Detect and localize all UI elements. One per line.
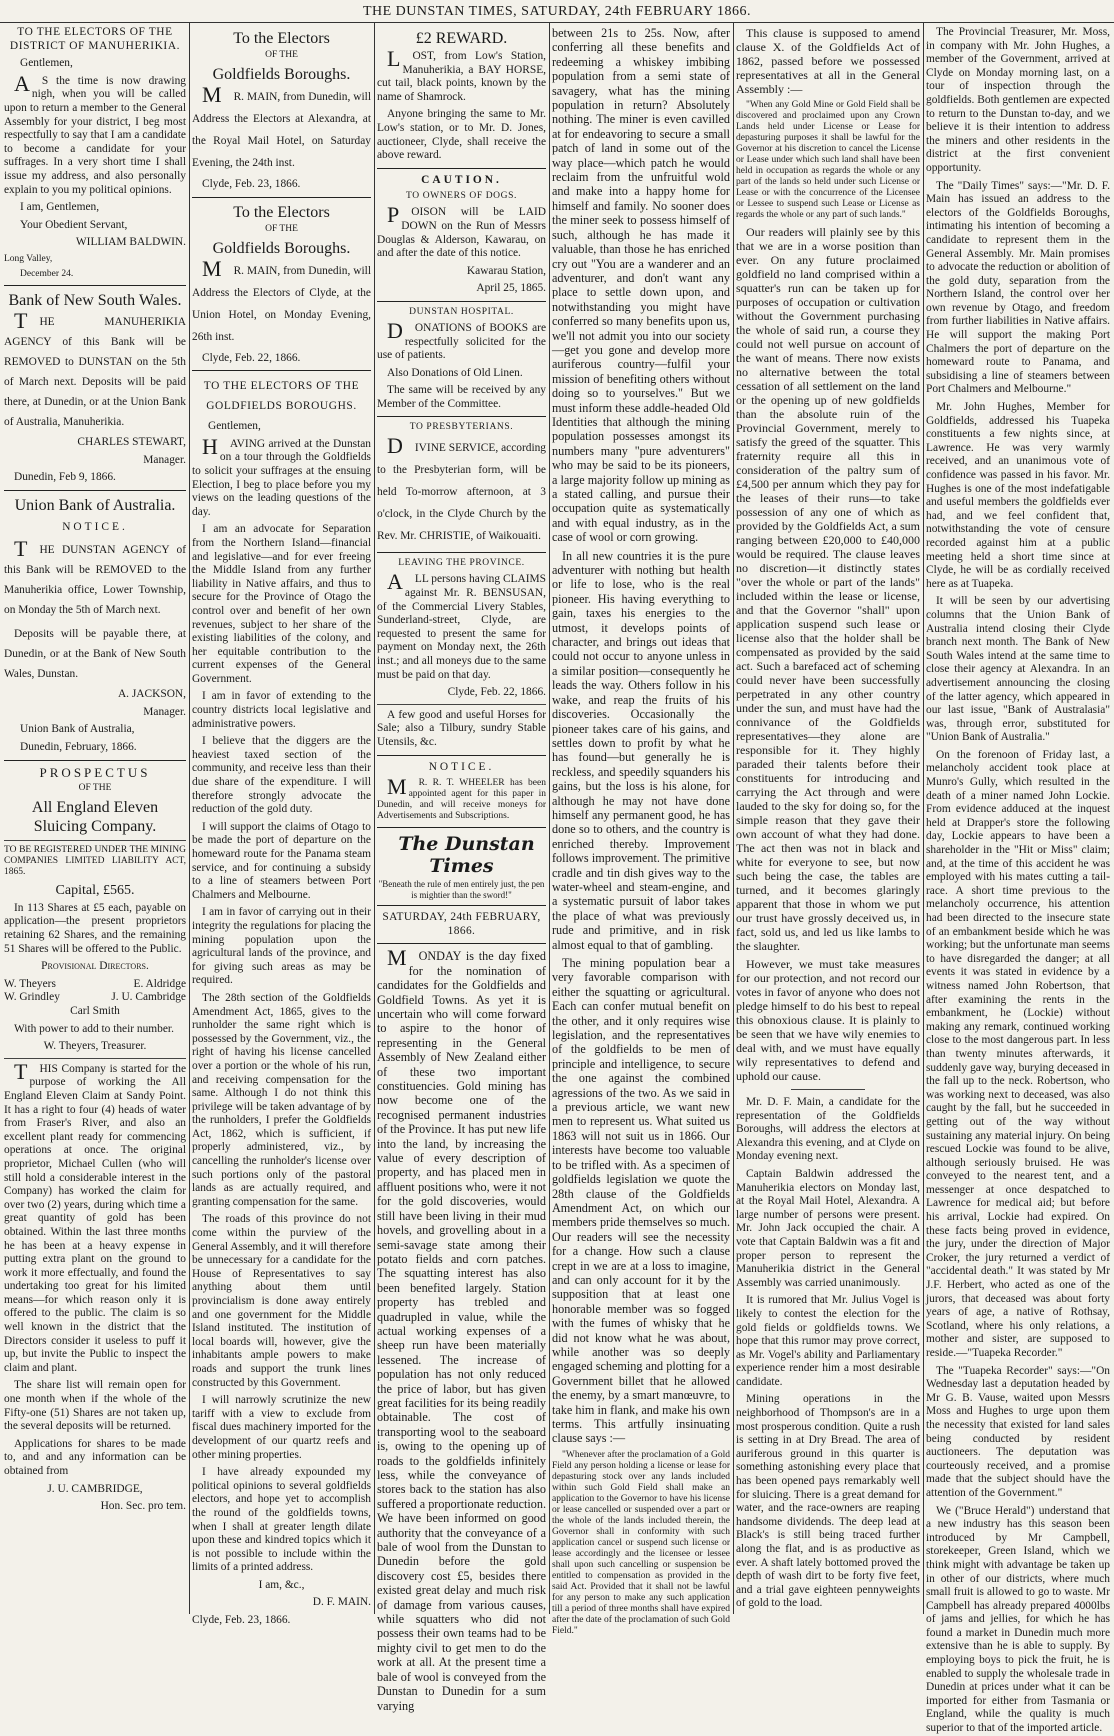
baldwin-servant: Your Obedient Servant, — [20, 218, 128, 231]
divine-service: DIVINE SERVICE, according to the Presbyterian form, will be held To-morrow afternoon, at 3 o'clock, in the Clyde Church by the Rev. Mr. CHRISTIE, of Waikouaiti. — [377, 433, 546, 543]
editorial-text: The mining population bear a very favorable comparison with either the squatting or agricultural. Each can confer mutual benefit on the other, and it only requires wise legislation, and the representatives of the goldfields to be men of principle and intelligence, to secure the one against the combined agressions of the two. As we said in a previous article, we want new men to represent us. What suited us 1863 will not suit us in 1866. Our interests have become too valuable to be trifled with. As a specimen of goldfields legislation we quote the 28th clause of the Goldfields Amendment Act, on which our members pride themselves so much. Our readers will see the necessity for a change. How such a clause crept in we are at a loss to imagine, and can only account for it by the supposition that at least one honorable member was so fogged with the fumes of whisky that he did not know what he was about, while another was so deeply engaged scheming and plotting for a Government billet that he allowed the enemy, by a smart manœuvre, to take him in flank, and make his own terms. This artfully insinuating clause says :— — [552, 956, 730, 1446]
capital-heading: Capital, £565. — [55, 883, 135, 899]
address-para: I have already expounded my political opinions to several goldfields electors, and hope yet to accomplish the round of the goldfields towns, when I shall at greater length dilate upon these and kindred topics which it is not possible to include within the limits of a printed address. — [192, 1466, 371, 1574]
boroughs-heading: Goldfields Boroughs. — [212, 66, 351, 83]
share-list-note: The share list will remain open for one month when if the whole of the Fifty-one (51) Shares are not taken up, the several deposits will be returned. — [4, 1379, 186, 1433]
wheeler-notice: MR. R. T. WHEELER has been appointed agent for this paper in Dunedin, and will receive moneys for Advertisements and Subscriptions. — [377, 774, 546, 822]
presbyterians-heading: TO PRESBYTERIANS. — [409, 422, 514, 433]
directors-row — [4, 991, 186, 1005]
ad-separator — [192, 370, 371, 371]
union-signer: A. JACKSON, — [117, 688, 186, 701]
union-bank-heading: Union Bank of Australia. — [14, 496, 176, 514]
address-para: I will support the claims of Otago to be made the port of departure on the homeward route for the Panama steam service, and for continuing a subsidy to a line of steamers between Port Chalmers and Melbourne. — [192, 820, 371, 901]
prospectus-heading: PROSPECTUS — [39, 764, 151, 780]
bank-nsw-date: Dunedin, Feb 9, 1866. — [14, 471, 116, 484]
donations-notice: DONATIONS of BOOKS are respectfully solicited for the use of patients. — [377, 317, 546, 362]
address-para: The roads of this province do not come within the purview of the General Assembly, and it will therefore be unnecessary for a candidate for the House of Representatives to say anything about them until provincialism is done away entirely and one government for the Middle Island instituted. The institution of local boards will, however, give the inhabitants ample powers to make roads and support the trunk lines constructed by this Government. — [192, 1213, 371, 1389]
company-name: All England Eleven Sluicing Company. — [31, 799, 159, 836]
news-item: The "Daily Times" says:—"Mr. D. F. Main has issued an address to the electors of the Goldfields Boroughs, intimating his intention of becoming a candidate to represent them in the General Assembly. Mr. Main promises to advocate the reduction or abolition of the gold duty, separation from the Northern Island, the control over her own revenue by Otago, and freedom from further liabilities in Native affairs. He will support the making Port Chalmers the port of departure on the homeward route to Panama, and subsidising a line of steamers between Port Chalmers and Melbourne." — [926, 179, 1110, 396]
column-2 — [192, 26, 371, 1627]
address-heading: TO THE ELECTORS OF THE GOLDFIELDS BOROUGHS. — [203, 380, 360, 413]
address-para: I am in favor of carrying out in their integrity the regulations for placing the mining population upon the agricultural lands of the province, and for giving such areas as may be required. — [192, 906, 371, 987]
directors-heading: Provisional Directors. — [41, 960, 149, 973]
newspaper-motto: "Beneath the rule of men entirely just, the pen is mightier than the sword!" — [378, 879, 545, 900]
news-item: The "Tuapeka Recorder" says:—"On Wednesday last a deputation headed by Mr G. B. Vause, waited upon Messrs Moss and Hughes to urge upon them the necessity that existed for land sales being conducted by resident auctioneers. The deputation was courteously received, and a promise made that the subject should have the attention of the Government." — [926, 1364, 1110, 1499]
directors-power: With power to add to their number. — [14, 1022, 174, 1035]
bank-nsw-signer: CHARLES STEWART, — [77, 435, 186, 448]
director-name: Carl Smith — [70, 1005, 120, 1017]
prospectus-of-the: OF THE — [78, 783, 112, 794]
rule — [377, 704, 546, 705]
notice-heading: NOTICE. — [428, 760, 495, 773]
poison-notice: POISON will be LAID DOWN on the Run of Messrs Douglas & Alderson, Kawarau, on and after the date of this notice. — [377, 202, 546, 260]
address-date: Clyde, Feb. 23, 1866. — [192, 1614, 291, 1627]
hospital-heading: DUNSTAN HOSPITAL. — [409, 306, 514, 317]
baldwin-closing: I am, Gentlemen, — [20, 201, 100, 214]
union-notice-heading: NOTICE. — [62, 520, 128, 533]
directors-row — [4, 978, 186, 992]
linen-notice-2: The same will be received by any Member of the Committee. — [377, 384, 546, 410]
address-para: HAVING arrived at the Dunstan on a tour through the Goldfields to solicit your suffrages at the ensuing Election, I beg to place before you my views on the leading questions of the day. — [192, 433, 371, 518]
ad-separator — [377, 827, 546, 828]
news-item: It is rumored that Mr. Julius Vogel is likely to contest the election for the gold fields or goldfields towns. We hope that this rumor may prove correct, as Mr. Vogel's ability and Parliamentary experience render him a most desirable candidate. — [736, 1294, 920, 1388]
edition-dateline: SATURDAY, 24th FEBRUARY, 1866. — [382, 911, 541, 937]
bank-nsw-role: Manager. — [143, 453, 186, 466]
editorial-text: MONDAY is the day fixed for the nomination of candidates for the Goldfields and Goldfield Towns. As yet it is uncertain who will come forward to aspire to the honor of representing in the General Assembly of New Zealand either of these two important constituencies. Gold mining has now become one of the recognised permanent industries of the Province. It has put new life into the land, by increasing the value of every description of property, and has placed men in affluent positions who, were it not for the gold discoveries, would still have been living in their mud hovels, and grovelling about in a semi-savage state among their potato fields and corn patches. The squatting interest has also been benefited largely. Station property has trebled and quadrupled in value, while the actual working expenses of a sheep run have been materially lessened. The increase of population has not only reduced the price of labor, but has given great facilities for its being readily obtainable. The cost of transporting wool to the seaboard is, owing to the opening up of roads to the goldfields infinitely less, while the conveyance of stores back to the station has also suffered a proportionate reduction. We have been informed on good authority that the conveyance of a bale of wool from the Dunstan to Dunedin before the gold discovery cost £5, besides there existed great delay and much risk of damage from various causes, while squatters who did not possess their own teams had to be mighty civil to get men to do the work at all. At the present time a bale of wool is conveyed from the Dunstan to Dunedin for a sum varying — [377, 945, 546, 1713]
clause-x-quote: "When any Gold Mine or Gold Field shall be discovered and proclaimed upon any Crown Lands held under License or Lease for depasturing purposes it shall be lawful for the Governor at his discretion to cancel the License or Lease under which such land shall have been held in occupation as regards the whole or any part of the lands so held under such License or Lease or with the concurrence of the Licensee or Lessee to suspend such Lease or License as regards the whole or any part of such lands." — [736, 100, 920, 220]
dogs-heading: TO OWNERS OF DOGS. — [406, 191, 517, 202]
union-place: Union Bank of Australia, — [20, 723, 135, 736]
main-clyde-date: Clyde, Feb. 22, 1866. — [202, 351, 301, 364]
reward-body-2: Anyone bringing the same to Mr. Low's station, or to Mr. D. Jones, auctioneer, Clyde, shall receive the above reward. — [377, 108, 546, 162]
editorial-text: However, we must take measures for our protection, and not record our votes in favor of anyone who does not pledge himself to do his best to repeal this obnoxious clause. It is plainly to be seen that we have wily enemies to deal with, and we must have equally wily representatives to defend and uphold our cause. — [736, 957, 920, 1083]
column-rule — [733, 22, 734, 1614]
address-salutation: Gentlemen, — [208, 420, 261, 433]
director-name: E. Aldridge — [133, 977, 186, 990]
electors-of-the: OF THE — [265, 223, 298, 234]
column-1 — [4, 26, 186, 1614]
column-5 — [736, 26, 920, 1614]
horses-notice: A few good and useful Horses for Sale; also a Tilbury, sundry Stable Utensils, &c. — [377, 708, 546, 748]
address-signer: D. F. MAIN. — [312, 1596, 371, 1609]
editorial-text: In all new countries it is the pure adventurer with nothing but health or life to lose, who is the real pioneer. His having everything to gain, taxes his energies to the utmost, it develops points of character, and brings out ideas that could not occur to anyone unless in a similar position—consequently he leads the way. Others follow in his wake, and reap the fruits of his discoveries. Occasionally the pioneer takes care of his gains, and settles down to profit by what he has found—but generally he is reckless, and speedily squanders his gains, but the loss is his alone, for although he may not have done himself any permanent good, he has done so to others, and the country is enriched thereby. Improvement follows improvement. The primitive cradle and tin dish gives way to the water-wheel and steam-engine, and a systematic pursuit of labor takes the place of what was previously rude and primitive, and in risk almost equal to that of gambling. — [552, 548, 730, 952]
ad-separator — [4, 490, 186, 491]
main-alexandra-ad: MR. MAIN, from Dunedin, will Address the Electors at Alexandra, at the Royal Mail Hotel, on Saturday Evening, the 24th inst. — [192, 82, 371, 169]
news-item: Mr. D. F. Main, a candidate for the representation of the Goldfields Boroughs, will address the electors at Alexandra this evening, and at Clyde on Monday evening next. — [736, 1096, 920, 1163]
editorial-text: Our readers will plainly see by this that we are in a worse position than ever. On any future proclaimed goldfield no land comprised within a squatter's run can be taken up for purposes of occupation or cultivation without the Government purchasing the whole of said run, a course they could not well pursue on account of the want of means. There now exists no alternative between the total cessation of all settlement on the land or the opening up of new goldfields than the absolute ruin of the Provincial Government, merely to satisfy the greed of the squatter. This fraternity require all this in consideration of the paltry sum of £4,500 per annum which they pay for the leases of their runs—to take possession of any one of which as provided by the Goldfields Act, a sum ranging between £20,000 to £40,000 would be required. The clause leaves no discretion—it distinctly states "over the whole or part of the lands" included within the lease or license, and that the Governor "shall" upon application suspend such lease or license also that the holder shall be compensated as provided by the said act. Such a barefaced act of scheming could never have been successfully perpetrated in any other country under the sun, and must have had the connivance of the Goldfields representatives—they alone are responsible for it. They highly paraded their talents before their constituents for introducing and carrying the Act through and were lauded to the sky for doing so, for the simple reason that they gave their own account of what they had done. The act then was not in black and white for everyone to see, but now such being the case, the tables are turned, and it becomes glaringly apparent that those in whom we put our trust have grossly deceived us, in fact, sold us, and led us like lambs to the slaughter. — [736, 225, 920, 953]
ad-separator — [377, 552, 546, 553]
kawarau-date: April 25, 1865. — [476, 282, 546, 295]
director-name: W. Grindley — [4, 991, 60, 1004]
baldwin-ad-heading: TO THE ELECTORS OF THE DISTRICT OF MANUHERIKIA. — [9, 26, 181, 52]
baldwin-date: December 24. — [20, 268, 74, 279]
company-body: THIS Company is started for the purpose of working the All England Eleven Claim at Sandy Point. It has a right to four (4) heads of water from Fraser's River, and also an excellent plant ready for commencing operations at once. The original proprietor, Michael Cullen (who will still hold a considerable interest in the Company) has worked the claim for over two (2) years, during which time a great quantity of gold has been obtained. Within the last three months he has been at a heavy expense in putting extra plant on the ground to work it more effectually, and found the undertaking too great for his limited means—for which reason only it is offered to the public. The claim is so well known in the district that the Directors consider it useless to puff it up, but invite the Public to inspect the claim and plant. — [4, 1058, 186, 1374]
rule — [4, 840, 186, 841]
address-closing: I am, &c., — [258, 1578, 305, 1591]
baldwin-ad-body: AS the time is now drawing nigh, when you will be called upon to return a member to the General Assembly for your district, I beg most respectfully to say that I am a candidate to become a candidate for your suffrages. In a very short time I shall issue my address, and also personally explain to you my political opinions. — [4, 70, 186, 196]
electors-heading: To the Electors — [233, 30, 330, 47]
claims-notice: ALL persons having CLAIMS against Mr. R. BENSUSAN, of the Commercial Livery Stables, Sunderland-street, Clyde, are requested to present the same for payment on Monday next, the 26th inst.; and all moneys due to the same must be paid on that day. — [377, 569, 546, 681]
baldwin-salutation: Gentlemen, — [20, 57, 73, 70]
column-6 — [926, 26, 1110, 1735]
ad-separator — [377, 905, 546, 906]
secretary-title: Hon. Sec. pro tem. — [100, 1500, 186, 1513]
union-date: Dunedin, February, 1866. — [20, 741, 137, 754]
ad-separator — [4, 760, 186, 761]
ad-separator — [377, 301, 546, 302]
bank-nsw-heading: Bank of New South Wales. — [8, 291, 182, 309]
column-rule — [923, 22, 924, 1614]
news-item: It will be seen by our advertising columns that the Union Bank of Australia intend closing their Clyde branch next month. The Bank of New South Wales intend at the same time to close their agency at Alexandra. In an advertisement announcing the closing of the latter agency, which appeared in our last issue, "Bank of Australasia" was, through error, substituted for "Union Bank of Australia." — [926, 595, 1110, 744]
director-name: J. U. Cambridge — [111, 991, 186, 1004]
main-alexandra-date: Clyde, Feb. 23, 1866. — [202, 178, 301, 190]
electors-heading: To the Electors — [233, 203, 330, 221]
union-body: THE DUNSTAN AGENCY of this Bank will be REMOVED to the Manuherikia office, Lower Township, on Monday the 5th of March next. — [4, 536, 186, 617]
column-4 — [552, 26, 730, 1636]
news-item: Captain Baldwin addressed the Manuherikia electors on Monday last, at the Royal Mail Hotel, Alexandra. A large number of persons were present. Mr. John Jack occupied the chair. A vote that Captain Baldwin was a fit and proper person to represent the Manuherikia district in the General Assembly was carried unanimously. — [736, 1167, 920, 1289]
editorial-text: between 21s to 25s. Now, after conferring all these benefits and redeeming a whiskey imbibing population from a semi state of savagery, what has the mining population in return? Absolutely nothing. The miner is even cavilled at for endeavoring to secure a small patch of land in some out of the way place—which patch he would reclaim from the unfruitful wold and make into a happy home for himself and family. No sooner does the miner seek to possess himself of such, although he has made it valuable, than those he has enriched cry out "You are a wanderer and an adventurer, and don't want any place to settle down upon, and notwithstanding you might have conferred so many benefits upon us, we'll not admit you into our society—get you gone and develop more auriferous country—fulfil your mission of benefiting others without doing so to yourselves." But we must inform these addle-headed Old Identities that although the mining population possesses amongst its numbers many "pure adventurers" who may be said to be its pioneers, a large majority follow up mining as a stated calling, and pursue their occupation quite as systematically and with equal industry, as in the case of wool or corn growing. — [552, 26, 730, 545]
treasurer-line: W. Theyers, Treasurer. — [43, 1040, 147, 1053]
clause-quote: "Whenever after the proclamation of a Gold Field any person holding a license or lease for depasturing stock over any lands included within such Gold Field shall make an application to the Governor to have his license or lease cancelled or suspended over a part or the whole of the lands included therein, the Governor shall in conformity with such application cancel or suspend such license or lease accordingly and the licensee or lessee shall upon such cancelling or suspension be entitled to compensation as provided in the said Act. Provided that it shall not be lawful for any person to make any such application till a period of three months shall have expired after the date of the proclamation of such Gold Field." — [552, 1449, 730, 1636]
column-rule — [374, 22, 375, 1614]
ad-separator — [192, 197, 371, 198]
ad-separator — [377, 755, 546, 756]
ad-separator — [377, 168, 546, 169]
director-name: W. Theyers — [4, 977, 56, 990]
address-para: I am in favor of extending to the country districts local legislative and administrative powers. — [192, 690, 371, 730]
claims-date: Clyde, Feb. 22, 1866. — [447, 686, 546, 699]
main-clyde-ad: MR. MAIN, from Dunedin, will Address the Electors of Clyde, at the Union Hotel, on Monday Evening, 26th inst. — [192, 255, 371, 343]
leaving-heading: LEAVING THE PROVINCE. — [398, 558, 525, 569]
union-role: Manager. — [143, 705, 186, 718]
reward-heading: £2 REWARD. — [415, 30, 508, 47]
caution-heading: CAUTION. — [421, 173, 502, 186]
baldwin-signer: WILLIAM BALDWIN. — [75, 236, 186, 249]
news-item: The Provincial Treasurer, Mr. Moss, in company with Mr. John Hughes, a member of the Government, arrived at Clyde on Monday morning last, on a tour of inspection through the goldfields. Both gentlemen are expected to return to the Dunstan to-day, and we believe it is their intention to address the miners and other residents in the district at the first convenient opportunity. — [926, 26, 1110, 174]
masthead-rule — [0, 22, 1114, 23]
boroughs-heading: Goldfields Boroughs. — [212, 239, 351, 257]
rule — [4, 1058, 186, 1059]
masthead: THE DUNSTAN TIMES, SATURDAY, 24th FEBRUARY 1866. — [362, 4, 752, 19]
registered-note: TO BE REGISTERED UNDER THE MINING COMPANIES LIMITED LIABILITY ACT, 1865. — [4, 845, 186, 878]
address-para: The 28th section of the Goldfields Amendment Act, 1865, gives to the runholder the same right which is possessed by the Government, viz., the right of having his license cancelled over a portion or the whole of his run, and receiving compensation for the same. Although I do not think this privilege will be taken advantage of by the runholders, I prefer the Goldfields Act, 1862, which is sufficient, if properly administered, viz., by cancelling the runholder's license over such portions only of the pastoral lands as are actually required, and granting compensation for the same. — [192, 991, 371, 1208]
column-rule — [189, 22, 190, 1614]
capital-body: In 113 Shares at £5 each, payable on application—the present proprietors retaining 62 Shares, and the remaining 51 Shares will be offered to the Public. — [4, 901, 186, 955]
applications-note: Applications for shares to be made to, and and any information can be obtained from — [4, 1437, 186, 1477]
baldwin-place: Long Valley, — [4, 253, 53, 264]
news-item: On the forenoon of Friday last, a melancholy accident took place at Munro's Gully, which resulted in the death of a miner named John Lockie. From evidence adduced at the inquest held at Drapper's store the following day, Lockie appears to have been a shareholder in the "Hit or Miss" claim; and, at the time of this accident he was employed with his mates cutting a tail-race. A short time previous to the melancholy occurrence, his attention had been directed to the insecure state of an embankment beside which he was working; but the unfortunate man seems to have disregarded the danger; at all events it was stated in evidence by a witness named John Robertson, that after examining the rents in the embankment, he (Lockie) without making any remark, continued working close to the most dangerous part. In less than twenty minutes afterwards, it suddenly gave way, burying deceased in the fall up to the neck. Robertson, who was working next to deceased, was also caught by the fall, but he succeeded in getting out of the way without sustaining any material injury. On being rescued Lockie was found to be alive, although seriously bruised. He was conveyed to the nearest tent, and a messenger at once despatched to Lawrence for medical aid; but before his arrival, Lockie had expired. On these facts being proved in evidence, the jury, under the direction of Major Croker, the jury returned a verdict of "accidental death." It was stated by Mr J.F. Herbert, who acted as one of the jurors, that deceased was about forty years of age, a native of Rothsay, Scotland, where his only relations, a mother and sister, are supposed to reside.—"Tuapeka Recorder." — [926, 748, 1110, 1359]
address-para: I believe that the diggers are the heaviest taxed section of the community, and receive less than their due share of the expenditure. I will therefore strongly advocate the reduction of the gold duty. — [192, 735, 371, 816]
electors-of-the: OF THE — [265, 50, 298, 60]
bank-nsw-body: THE MANUHERIKIA AGENCY of this Bank will be REMOVED to DUNSTAN on the 5th of March next. Deposits will be paid there, at Dunedin, or at the Union Bank of Australia, Manuherikia. — [4, 307, 186, 428]
address-para: I will narrowly scrutinize the new tariff with a view to exclude from fiscal dues machinery imported for the development of our quartz reefs and other mining properties. — [192, 1394, 371, 1461]
linen-notice: Also Donations of Old Linen. — [387, 366, 523, 379]
reward-body: LOST, from Low's Station, Manuherikia, a BAY HORSE, cut tail, black points, known by the name of Shamrock. — [377, 46, 546, 103]
newspaper-flag: The Dunstan Times — [398, 833, 535, 878]
ad-separator — [377, 416, 546, 417]
kawarau-station: Kawarau Station, — [466, 264, 546, 277]
ad-separator — [377, 943, 546, 944]
news-item: We ("Bruce Herald") understand that a new industry has this season been introduced by Mr Campbell, storekeeper, Green Island, which we think might with advantage be taken up in other of our districts, where much small fruit is allowed to go to waste. Mr Campbell has already prepared 4000lbs of jams and jellies, for which he has found a market in Dunedin much more extensive than he is able to supply. By employing boys to pick the fruit, he is enabled to supply the wholesale trade in Dunedin at prices under what it can be imported for either from Tasmania or England, while the quality is much superior to that of the imported article. — [926, 1504, 1110, 1735]
ad-separator — [4, 285, 186, 286]
news-item: Mr. John Hughes, Member for Goldfields, addressed his Tuapeka constituents a few nights since, at Lawrence. He was very warmly received, and an unanimous vote of confidence was passed in his favor. Mr. Hughes is one of the most indefatigable and useful members the goldfields ever had, and we feel confident that, notwithstanding the vote of censure recorded against him at a public meeting held a short time since at Clyde, he will be as cordially received here as at Tuapeka. — [926, 401, 1110, 590]
column-3 — [377, 26, 546, 1713]
union-body-2: Deposits will be payable there, at Dunedin, or at the Bank of New South Wales, Dunstan. — [4, 628, 186, 681]
secretary-name: J. U. CAMBRIDGE, — [47, 1482, 143, 1495]
rule — [791, 1089, 865, 1090]
news-item: Mining operations in the neighborhood of Thompson's are in a most prosperous condition. Quite a rush is setting in at Dry Bread. The area of auriferous ground in this quarter is something astonishing every place that has been opened pays remarkably well for sluicing. There is a great demand for water, and the race-owners are reaping handsome dividends. The deep lead at Black's is still being traced further along the flat, and is as productive as ever. A shaft lately bottomed proved the depth of wash dirt to be forty five feet, and a trial gave eighteen pennyweights of gold to the load. — [736, 1393, 920, 1610]
editorial-text: This clause is supposed to amend clause X. of the Goldfields Act of 1862, passed before we possessed representatives at all in the General Assembly :— — [736, 26, 920, 96]
column-rule — [549, 22, 550, 1614]
address-para: I am an advocate for Separation from the Northern Island—financial and legislative—and for ever freeing the Middle Island from any further liability in Native affairs, and thus to secure for the Province of Otago the control over and benefit of her own revenues, subject to her share of the existing liabilities of the colony, and her equitable contribution to the current expenses of the General Government. — [192, 523, 371, 685]
